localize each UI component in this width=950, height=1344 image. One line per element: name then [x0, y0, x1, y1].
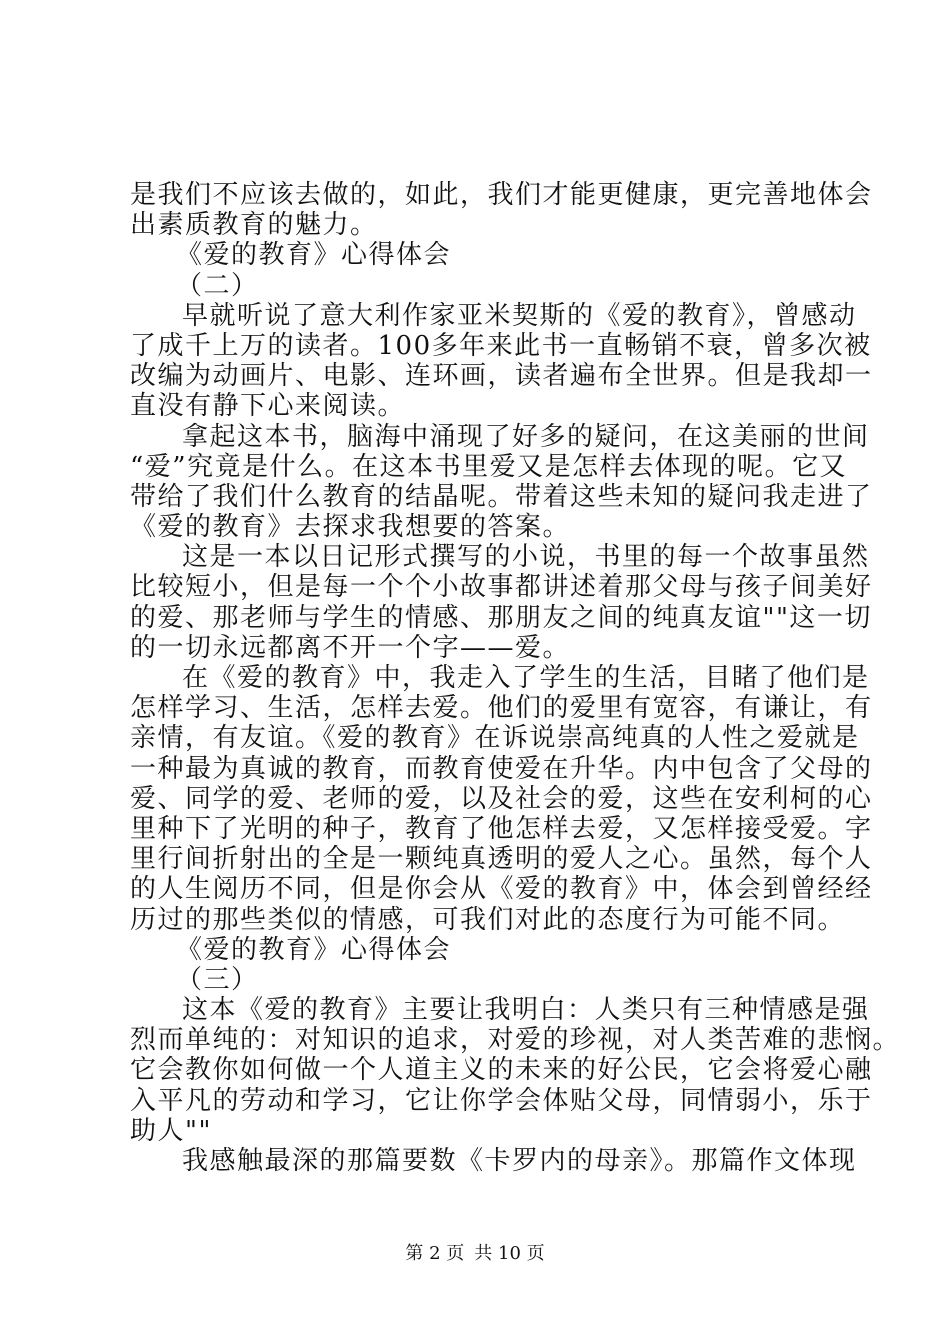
text-line: 历过的那些类似的情感，可我们对此的态度行为可能不同。	[130, 904, 846, 935]
text-line: 比较短小，但是每一个个小故事都讲述着那父母与孩子间美好	[130, 572, 873, 603]
section-heading: 《爱的教育》心得体会	[176, 240, 452, 271]
page-footer	[0, 1243, 950, 1265]
section-heading: 《爱的教育》心得体会	[176, 934, 452, 965]
text-line: 的一切永远都离不开一个字——爱。	[130, 632, 571, 663]
text-line: 《爱的教育》去探求我想要的答案。	[130, 512, 571, 543]
text-line: 直没有静下心来阅读。	[130, 391, 406, 422]
paragraph-start: 早就听说了意大利作家亚米契斯的《爱的教育》，曾感动	[182, 300, 857, 331]
text-line: 是我们不应该去做的，如此，我们才能更健康，更完善地体会	[130, 180, 873, 210]
text-line: 入平凡的劳动和学习，它让你学会体贴父母，同情弱小，乐于	[130, 1085, 873, 1116]
text-line: 带给了我们什么教育的结晶呢。带着这些未知的疑问我走进了	[130, 481, 873, 512]
page-total: 共 10 页	[474, 1243, 545, 1264]
text-line: 亲情，有友谊。《爱的教育》在诉说崇高纯真的人性之爱就是	[130, 723, 860, 754]
text-line: 了成千上万的读者。100多年来此书一直畅销不衰，曾多次被	[130, 330, 872, 361]
text-line: 改编为动画片、电影、连环画，读者遍布全世界。但是我却一	[130, 361, 873, 392]
section-number: （二）	[176, 270, 259, 301]
document-body	[130, 180, 901, 1176]
text-line: 它会教你如何做一个人道主义的未来的好公民，它会将爱心融	[130, 1055, 873, 1086]
page-number: 第 2 页	[405, 1243, 465, 1264]
section-number: （三）	[176, 964, 259, 995]
text-line: 里行间折射出的全是一颗纯真透明的爱人之心。虽然，每个人	[130, 844, 873, 875]
text-line: 烈而单纯的：对知识的追求，对爱的珍视，对人类苦难的悲悯。	[130, 1025, 901, 1056]
text-line: 的爱、那老师与学生的情感、那朋友之间的纯真友谊""这一切	[130, 602, 872, 633]
text-line: 里种下了光明的种子，教育了他怎样去爱，又怎样接受爱。字	[130, 813, 873, 844]
text-line: 怎样学习、生活，怎样去爱。他们的爱里有宽容，有谦让，有	[130, 693, 873, 724]
text-line: 出素质教育的魅力。	[130, 210, 378, 241]
paragraph-start: 在《爱的教育》中，我走入了学生的生活，目睹了他们是	[182, 663, 870, 693]
text-line: 助人""	[130, 1115, 212, 1146]
text-line: 一种最为真诚的教育，而教育使爱在升华。内中包含了父母的	[130, 753, 873, 784]
text-line: 的人生阅历不同，但是你会从《爱的教育》中，体会到曾经经	[130, 874, 873, 905]
paragraph-start: 拿起这本书，脑海中涌现了好多的疑问，在这美丽的世间	[182, 421, 870, 452]
text-line: “爱”究竟是什么。在这本书里爱又是怎样去体现的呢。它又	[130, 451, 848, 482]
paragraph-start: 我感触最深的那篇要数《卡罗内的母亲》。那篇作文体现	[182, 1146, 857, 1176]
paragraph-start: 这是一本以日记形式撰写的小说，书里的每一个故事虽然	[182, 542, 870, 573]
text-line: 爱、同学的爱、老师的爱，以及社会的爱，这些在安利柯的心	[130, 783, 873, 814]
paragraph-start: 这本《爱的教育》主要让我明白：人类只有三种情感是强	[182, 995, 870, 1026]
